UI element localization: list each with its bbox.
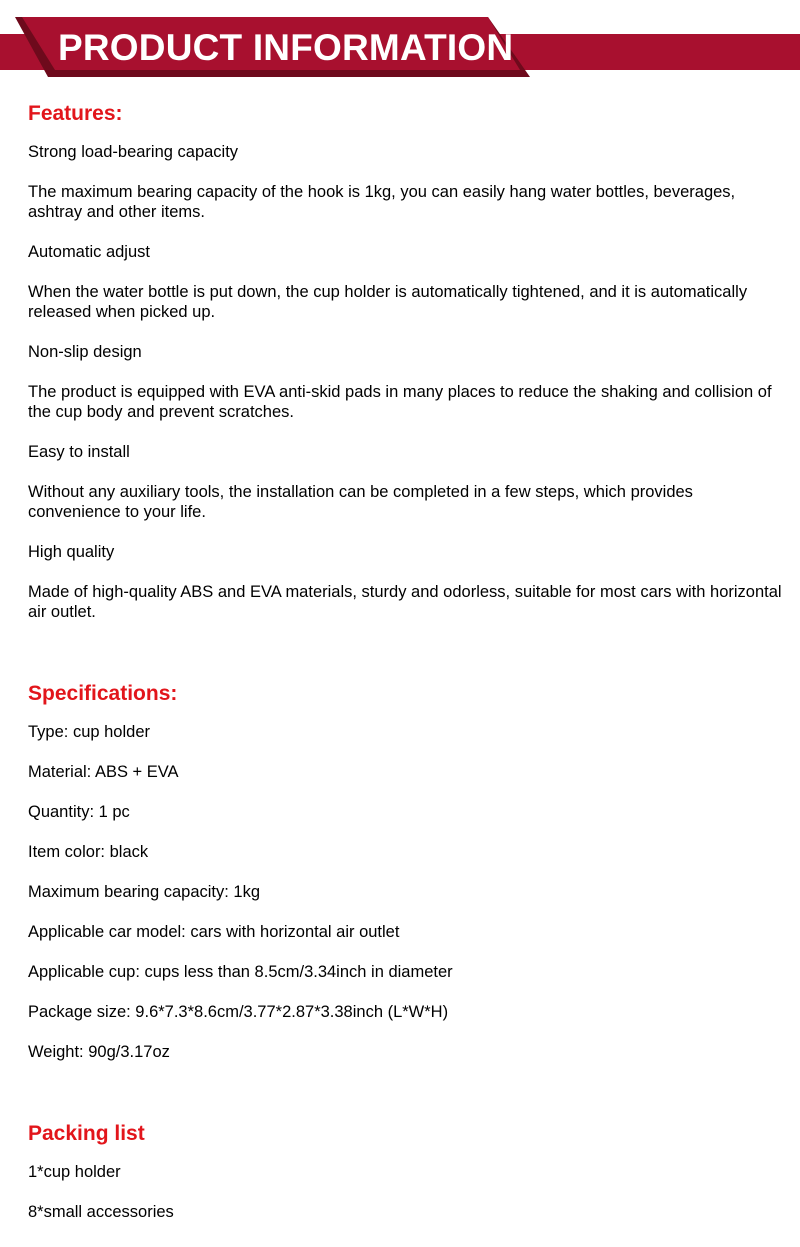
spec-item: Material: ABS + EVA bbox=[28, 763, 179, 781]
spec-item: Maximum bearing capacity: 1kg bbox=[28, 883, 261, 901]
spec-item: Quantity: 1 pc bbox=[28, 803, 130, 821]
feature-title: Easy to install bbox=[28, 443, 130, 461]
product-information-banner bbox=[0, 0, 800, 80]
spec-item: Applicable cup: cups less than 8.5cm/3.34inch in diameter bbox=[28, 963, 453, 981]
specifications-heading: Specifications: bbox=[28, 682, 178, 705]
features-heading: Features: bbox=[28, 102, 123, 125]
feature-description: The maximum bearing capacity of the hook is 1kg, you can easily hang water bottles, beverages, ashtray and other items. bbox=[28, 183, 736, 221]
feature-title: Non-slip design bbox=[28, 343, 142, 361]
page-title: PRODUCT INFORMATION bbox=[58, 27, 514, 68]
spec-item: Type: cup holder bbox=[28, 723, 150, 741]
feature-description: Without any auxiliary tools, the installation can be completed in a few steps, which provides convenience to your life. bbox=[28, 483, 693, 521]
feature-description: Made of high-quality ABS and EVA materials, sturdy and odorless, suitable for most cars with horizontal air outlet. bbox=[28, 583, 782, 621]
spec-item: Weight: 90g/3.17oz bbox=[28, 1043, 170, 1061]
spec-item: Applicable car model: cars with horizontal air outlet bbox=[28, 923, 400, 941]
feature-title: High quality bbox=[28, 543, 115, 561]
feature-description: The product is equipped with EVA anti-skid pads in many places to reduce the shaking and collision of the cup body and prevent scratches. bbox=[28, 383, 772, 421]
packing-item: 1*cup holder bbox=[28, 1163, 121, 1181]
spec-item: Package size: 9.6*7.3*8.6cm/3.77*2.87*3.38inch (L*W*H) bbox=[28, 1003, 449, 1021]
packing-list-heading: Packing list bbox=[28, 1122, 145, 1145]
feature-title: Automatic adjust bbox=[28, 243, 150, 261]
packing-item: 8*small accessories bbox=[28, 1203, 174, 1221]
feature-description: When the water bottle is put down, the cup holder is automatically tightened, and it is automatically released when picked up. bbox=[28, 283, 748, 321]
feature-title: Strong load-bearing capacity bbox=[28, 143, 239, 161]
spec-item: Item color: black bbox=[28, 843, 149, 861]
